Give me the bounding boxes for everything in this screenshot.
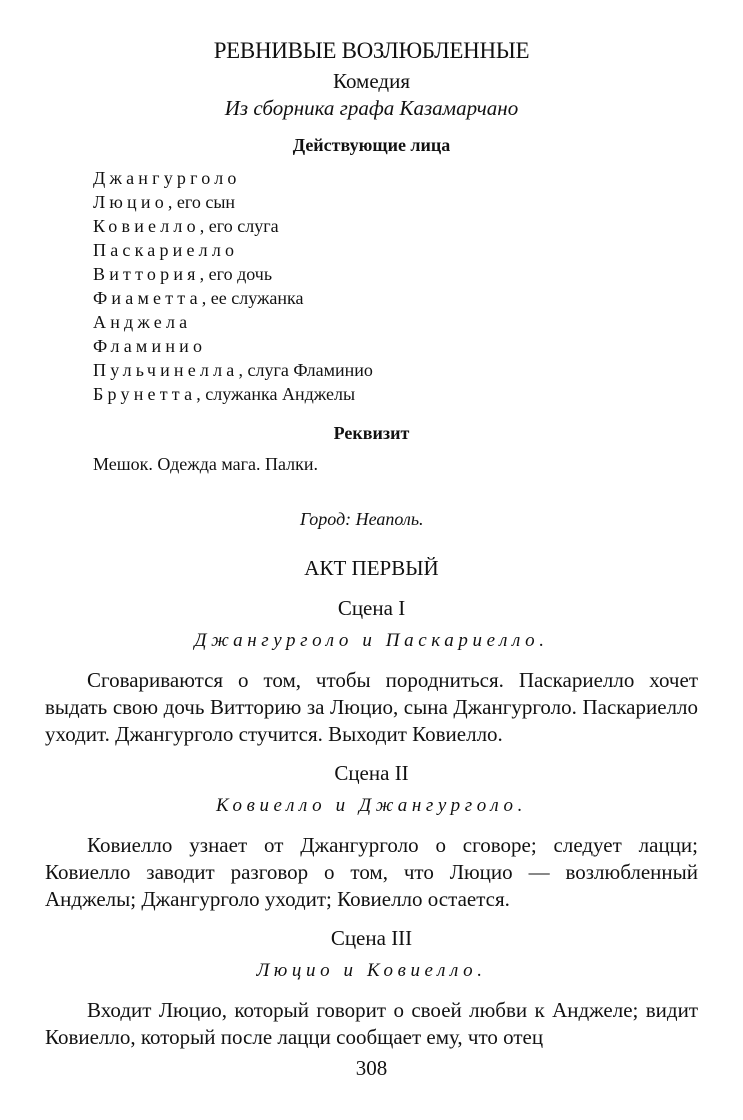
cast-item — [93, 262, 373, 286]
cast-desc: , слуга Фламинио — [238, 360, 373, 380]
cast-desc: , его сын — [167, 192, 236, 212]
cast-item — [93, 358, 373, 382]
cast-name: Паскариелло — [93, 240, 239, 260]
cast-item — [93, 238, 373, 262]
cast-name: Анджела — [93, 312, 192, 332]
cast-item — [93, 214, 373, 238]
scene-characters: Ковиелло и Джангурголо. — [216, 795, 527, 816]
cast-name: Ковиелло — [93, 216, 200, 236]
props-heading: Реквизит — [333, 423, 410, 443]
scene-text: Входит Люцио, который говорит о своей любви к Анджеле; видит Ковиелло, который после лацци сообщает ему, что отец — [45, 998, 698, 1049]
cast-desc: , ее служанка — [201, 288, 304, 308]
scene-characters: Люцио и Ковиелло. — [256, 960, 487, 981]
scene-title: Сцена III — [330, 926, 413, 950]
cast-item — [93, 190, 373, 214]
cast-name: Люцио — [93, 192, 168, 212]
scene-characters: Джангурголо и Паскариелло. — [194, 630, 549, 651]
cast-name: Фиаметта — [93, 288, 202, 308]
play-source: Из сборника графа Казамарчано — [224, 96, 519, 120]
cast-item — [93, 310, 373, 334]
props-text: Мешок. Одежда мага. Палки. — [93, 454, 318, 474]
cast-name: Пульчинелла — [93, 360, 239, 380]
cast-item — [93, 382, 373, 406]
play-genre: Комедия — [333, 69, 410, 93]
page-number: 308 — [355, 1056, 388, 1080]
scene-text: Ковиелло узнает от Джангурголо о сговоре; следует лацци; Ковиелло заводит разговор о том, что Люцио — возлюбленный Анджелы; Джангурголо уходит; Ковиелло остается. — [45, 833, 698, 911]
act-heading: АКТ ПЕРВЫЙ — [304, 556, 439, 580]
cast-name: Фламинио — [93, 336, 207, 356]
scene-title: Сцена II — [334, 761, 409, 785]
cast-desc: , его дочь — [199, 264, 273, 284]
cast-heading: Действующие лица — [292, 135, 451, 155]
cast-desc: , служанка Анджелы — [196, 384, 356, 404]
setting-line: Город: Неаполь. — [300, 509, 424, 529]
cast-item — [93, 334, 373, 358]
cast-desc: , его слуга — [199, 216, 279, 236]
cast-name: Виттория — [93, 264, 200, 284]
cast-name: Джангурголо — [93, 168, 241, 188]
cast-name: Брунетта — [93, 384, 197, 404]
play-title: РЕВНИВЫЕ ВОЗЛЮБЛЕННЫЕ — [213, 38, 530, 63]
cast-list — [93, 166, 373, 406]
cast-item — [93, 166, 373, 190]
cast-item — [93, 286, 373, 310]
scene-title: Сцена I — [337, 596, 406, 620]
scene-text: Сговариваются о том, чтобы породниться. Паскариелло хочет выдать свою дочь Витторию за Люцио, сына Джангурголо. Паскариелло уходит. Джангурголо стучится. Выходит Ковиелло. — [45, 668, 698, 746]
